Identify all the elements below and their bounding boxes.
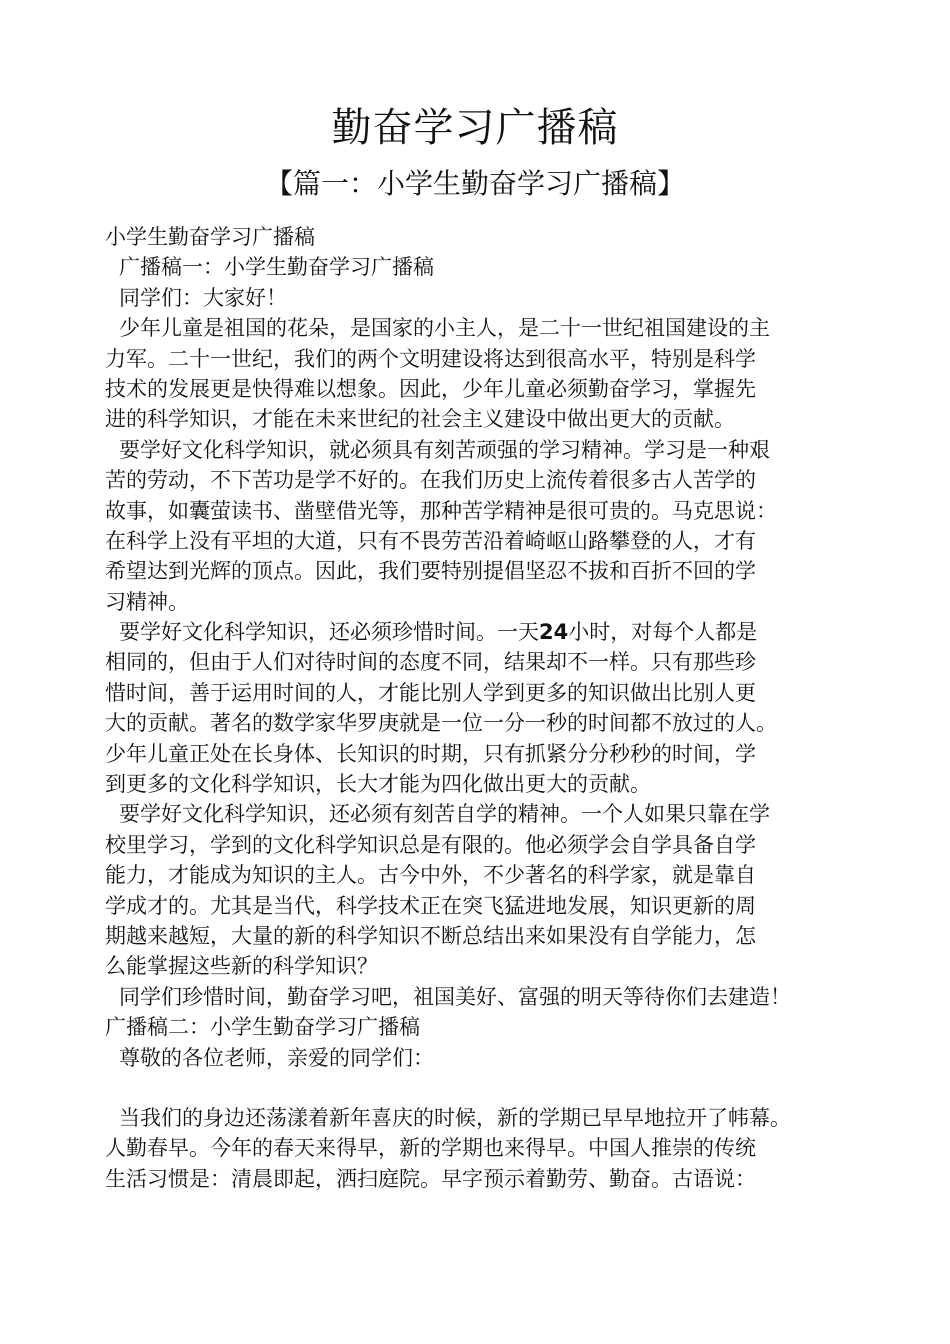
text-line: 期越来越短，大量的新的科学知识不断总结出来如果没有自学能力，怎 [105,923,756,948]
document-title: 勤奋学习广播稿 [331,105,619,151]
text-line: 广播稿二：小学生勤奋学习广播稿 [105,1015,420,1040]
text-line: 到更多的文化科学知识，长大才能为四化做出更大的贡献。 [105,772,651,797]
blank-line [105,1073,865,1103]
text-line: 当我们的身边还荡漾着新年喜庆的时候，新的学期已早早地拉开了帏幕。 [119,1105,791,1130]
text-line: 小学生勤奋学习广播稿 [105,225,315,249]
section-heading: 【篇一：小学生勤奋学习广播稿】 [264,167,685,200]
text-line: 少年儿童是祖国的花朵，是国家的小主人，是二十一世纪祖国建设的主 [119,316,770,341]
text-line: 在科学上没有平坦的大道，只有不畏劳苦沿着崎岖山路攀登的人，才有 [105,528,756,553]
text-line: 苦的劳动，不下苦功是学不好的。在我们历史上流传着很多古人苦学的 [105,468,756,493]
document-body [105,222,865,1194]
text-line: 惜时间，善于运用时间的人，才能比别人学到更多的知识做出比别人更 [105,680,756,705]
text-segment: 小时，对每个人都是 [568,620,758,645]
text-line: 力军。二十一世纪，我们的两个文明建设将达到很高水平，特别是科学 [105,346,756,371]
text-line: 习精神。 [105,589,189,614]
text-segment: 要学好文化科学知识，还必须珍惜时间。一天 [119,620,539,645]
text-line: 进的科学知识，才能在未来世纪的社会主义建设中做出更大的贡献。 [105,407,735,432]
text-line: 少年儿童正处在长身体、长知识的时期，只有抓紧分分秒秒的时间，学 [105,741,756,766]
hours-number: 24 [539,620,569,645]
text-line: 要学好文化科学知识，还必须有刻苦自学的精神。一个人如果只靠在学 [119,802,770,827]
text-line: 要学好文化科学知识，就必须具有刻苦顽强的学习精神。学习是一种艰 [119,437,770,462]
text-line: 希望达到光辉的顶点。因此，我们要特别提倡坚忍不拔和百折不回的学 [105,559,756,584]
text-line: 学成才的。尤其是当代，科学技术正在突飞猛进地发展，知识更新的周 [105,893,756,918]
text-line: 么能掌握这些新的科学知识？ [105,954,378,979]
text-line: 生活习惯是：清晨即起，洒扫庭院。早字预示着勤劳、勤奋。古语说： [105,1166,756,1191]
text-line: 尊敬的各位老师，亲爱的同学们： [119,1045,434,1070]
text-line: 校里学习，学到的文化科学知识总是有限的。他必须学会自学具备自学 [105,832,756,857]
text-line: 同学们珍惜时间，勤奋学习吧，祖国美好、富强的明天等待你们去建造！ [119,984,791,1009]
text-line: 同学们：大家好！ [119,285,287,310]
text-line: 技术的发展更是快得难以想象。因此，少年儿童必须勤奋学习，掌握先 [105,376,756,401]
text-line: 能力，才能成为知识的主人。古今中外，不少著名的科学家，就是靠自 [105,863,756,888]
text-line: 大的贡献。著名的数学家华罗庚就是一位一分一秒的时间都不放过的人。 [105,711,777,736]
text-line: 相同的，但由于人们对待时间的态度不同，结果却不一样。只有那些珍 [105,650,756,675]
text-line: 故事，如囊萤读书、凿壁借光等，那种苦学精神是很可贵的。马克思说： [105,498,777,523]
text-line: 人勤春早。今年的春天来得早，新的学期也来得早。中国人推崇的传统 [105,1136,756,1161]
text-line [105,617,865,647]
text-line: 广播稿一：小学生勤奋学习广播稿 [119,255,434,280]
